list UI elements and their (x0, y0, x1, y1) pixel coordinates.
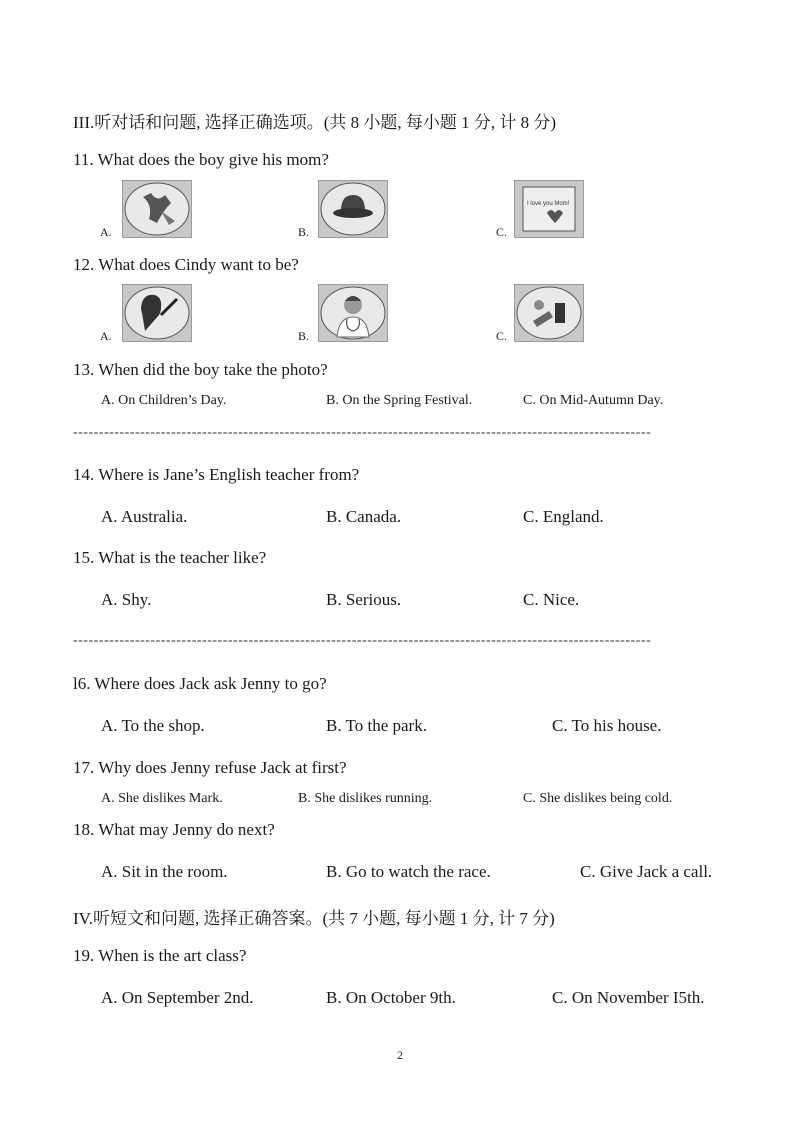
q12-option-a[interactable] (100, 284, 195, 344)
q13-option-c[interactable]: C. On Mid-Autumn Day. (523, 393, 664, 408)
q13-option-b[interactable]: B. On the Spring Festival. (326, 393, 473, 408)
q18-option-c[interactable]: C. Give Jack a call. (580, 862, 713, 881)
card-image (514, 180, 584, 238)
q15-option-a[interactable]: A. Shy. (101, 590, 152, 609)
q19-option-c[interactable]: C. On November I5th. (552, 988, 705, 1007)
question-12: 12. What does Cindy want to be? (73, 255, 299, 274)
q16-option-a[interactable]: A. To the shop. (101, 716, 205, 735)
question-18: 18. What may Jenny do next? (73, 820, 275, 839)
q19-option-a[interactable]: A. On September 2nd. (101, 988, 254, 1007)
q11-option-b-label: B. (298, 225, 310, 239)
q11-option-a-label: A. (100, 225, 112, 239)
q11-option-c[interactable] (496, 180, 591, 240)
q12-option-c-label: C. (496, 329, 508, 343)
tools-image (514, 284, 584, 342)
scarf-image (122, 180, 192, 238)
question-17: 17. Why does Jenny refuse Jack at first? (73, 758, 347, 777)
question-16: l6. Where does Jack ask Jenny to go? (73, 674, 327, 693)
q18-option-a[interactable]: A. Sit in the room. (101, 862, 228, 881)
q16-option-b[interactable]: B. To the park. (326, 716, 427, 735)
singer-image (122, 284, 192, 342)
q13-option-a[interactable]: A. On Children’s Day. (101, 393, 227, 408)
q17-option-c[interactable]: C. She dislikes being cold. (523, 791, 673, 806)
question-11: 11. What does the boy give his mom? (73, 150, 329, 169)
q12-option-a-label: A. (100, 329, 112, 343)
question-15: 15. What is the teacher like? (73, 548, 267, 567)
q14-option-b[interactable]: B. Canada. (326, 507, 402, 526)
q14-option-c[interactable]: C. England. (523, 507, 604, 526)
page-number: 2 (397, 1048, 403, 1062)
q15-option-b[interactable]: B. Serious. (326, 590, 402, 609)
q12-option-c[interactable] (496, 284, 591, 344)
section3-heading: III.听对话和问题, 选择正确选项。(共 8 小题, 每小题 1 分, 计 8 分) (73, 113, 557, 132)
q11-option-a[interactable] (100, 180, 195, 240)
divider-1: ---------------------------------------------------------------------------------------------------------------- (73, 425, 652, 440)
q19-option-b[interactable]: B. On October 9th. (326, 988, 456, 1007)
hat-image (318, 180, 388, 238)
question-14: 14. Where is Jane’s English teacher from? (73, 465, 360, 484)
q11-option-c-label: C. (496, 225, 508, 239)
q12-option-b-label: B. (298, 329, 310, 343)
question-19: 19. When is the art class? (73, 946, 247, 965)
question-13: 13. When did the boy take the photo? (73, 360, 328, 379)
section4-heading: IV.听短文和问题, 选择正确答案。(共 7 小题, 每小题 1 分, 计 7 分) (73, 909, 555, 928)
card-image-text: I love you Mom! (527, 201, 570, 207)
q12-option-b[interactable] (298, 284, 393, 344)
divider-2: ---------------------------------------------------------------------------------------------------------------- (73, 633, 652, 648)
q11-option-b[interactable] (298, 180, 393, 240)
q14-option-a[interactable]: A. Australia. (101, 507, 188, 526)
q16-option-c[interactable]: C. To his house. (552, 716, 662, 735)
q18-option-b[interactable]: B. Go to watch the race. (326, 862, 491, 881)
doctor-image (318, 284, 388, 342)
q17-option-b[interactable]: B. She dislikes running. (298, 791, 433, 806)
q15-option-c[interactable]: C. Nice. (523, 590, 580, 609)
q17-option-a[interactable]: A. She dislikes Mark. (101, 791, 223, 806)
